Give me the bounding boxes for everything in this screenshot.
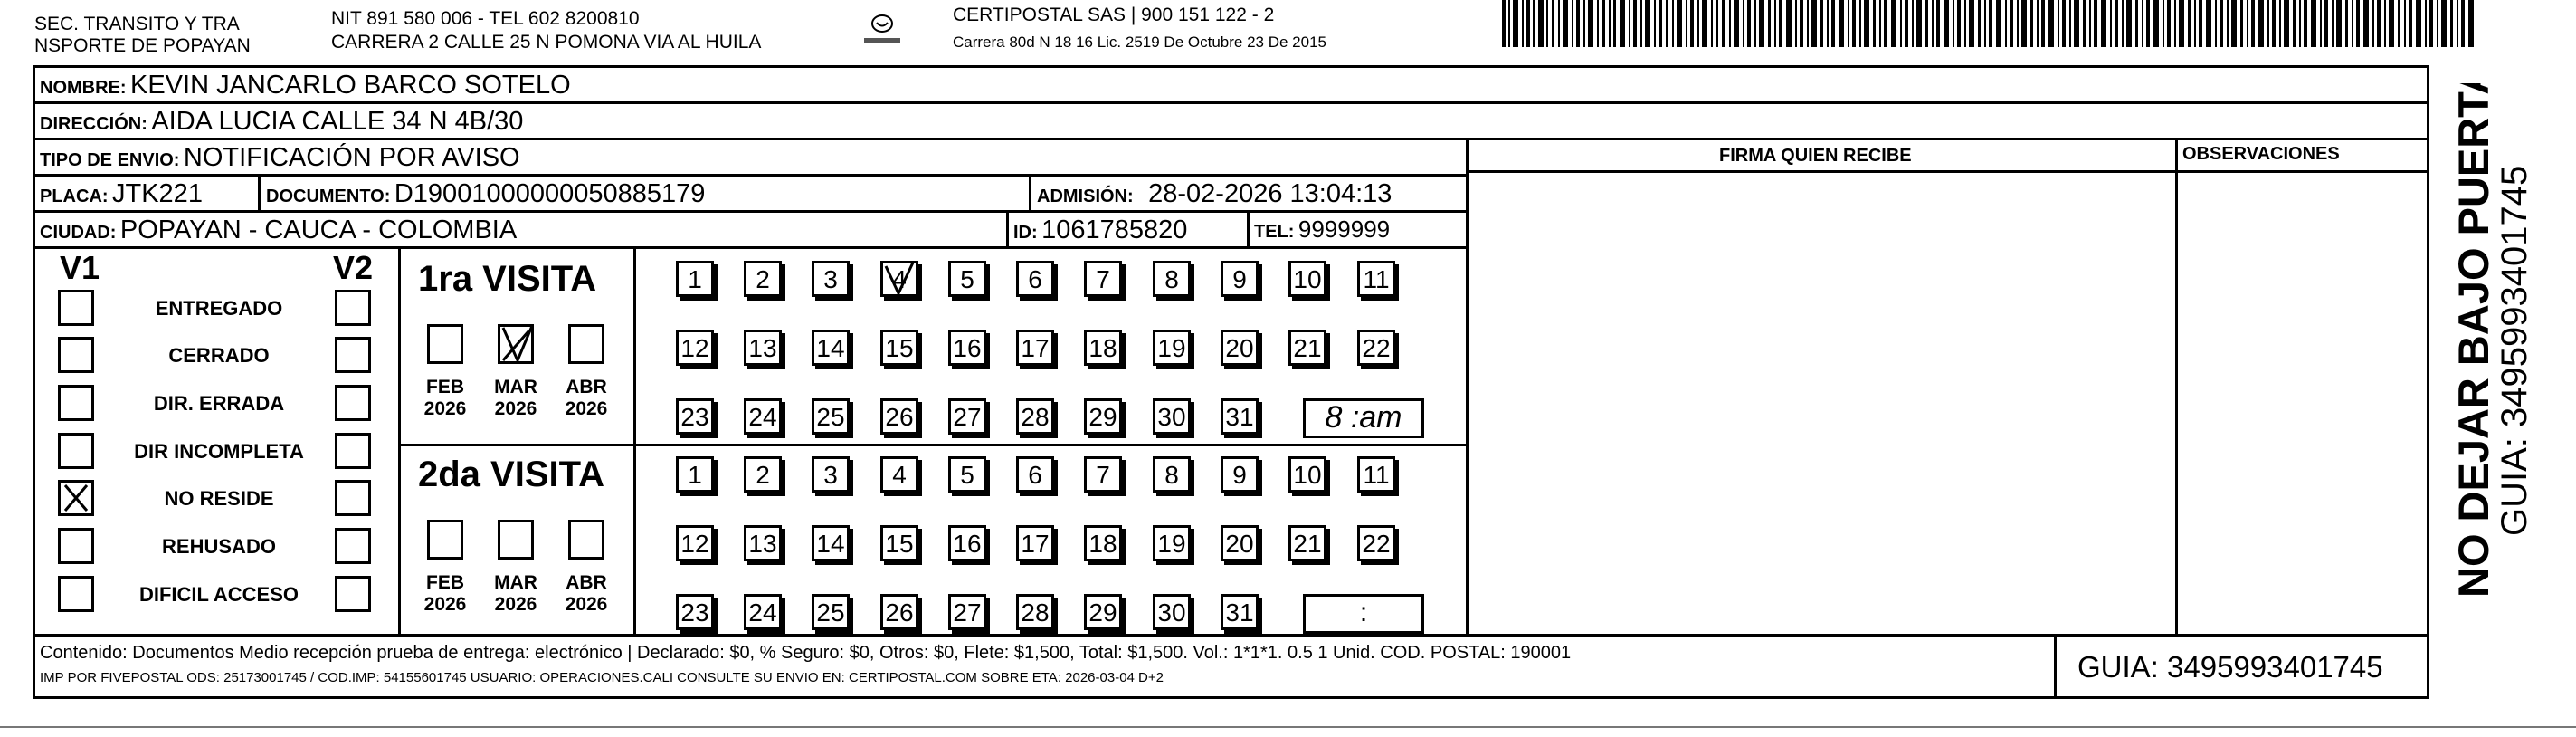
day-box[interactable]: 19 [1153, 330, 1191, 366]
row-divider [1469, 170, 2429, 173]
day-box[interactable]: 8 [1153, 261, 1191, 297]
placa-value: JTK221 [112, 179, 203, 208]
day-box[interactable]: 30 [1153, 398, 1191, 435]
v2-checkbox[interactable] [335, 337, 371, 373]
day-box[interactable]: 3 [812, 456, 850, 493]
day-box[interactable]: 22 [1357, 330, 1395, 366]
day-box[interactable]: 27 [948, 594, 986, 630]
month-name: MAR [494, 377, 537, 397]
col-divider [2054, 634, 2057, 699]
sender-entity-line1: SEC. TRANSITO Y TRA [34, 14, 240, 34]
day-box[interactable]: 17 [1016, 330, 1054, 366]
status-label: ENTREGADO [155, 297, 283, 320]
nombre-label: NOMBRE: [40, 78, 127, 98]
status-label: CERRADO [168, 344, 270, 367]
day-box[interactable]: 14 [812, 525, 850, 561]
v1-checkbox[interactable] [58, 385, 94, 421]
direccion-field [40, 109, 523, 135]
day-box[interactable]: 25 [812, 594, 850, 630]
v1-checkbox[interactable] [58, 290, 94, 326]
v2-checkbox[interactable] [335, 385, 371, 421]
day-box[interactable]: 7 [1084, 261, 1122, 297]
sender-nit: NIT 891 580 006 - TEL 602 8200810 [331, 8, 640, 29]
day-box[interactable]: 18 [1084, 330, 1122, 366]
month-checkbox[interactable] [568, 324, 604, 364]
day-box[interactable]: 16 [948, 330, 986, 366]
direccion-label: DIRECCIÓN: [40, 114, 147, 134]
day-box[interactable]: 19 [1153, 525, 1191, 561]
month-year: 2026 [565, 594, 608, 615]
direccion-value: AIDA LUCIA CALLE 34 N 4B/30 [151, 107, 524, 136]
month-checkbox[interactable] [498, 324, 534, 364]
scan-edge [0, 726, 2576, 728]
time-box[interactable]: 8 :am [1303, 398, 1424, 438]
status-label: DIFICIL ACCESO [138, 583, 299, 606]
day-box[interactable]: 31 [1221, 398, 1259, 435]
day-box[interactable]: 30 [1153, 594, 1191, 630]
sender-address: CARRERA 2 CALLE 25 N POMONA VIA AL HUILA [331, 32, 762, 53]
side-guia-text: GUIA: 3495993401745 [2495, 165, 2534, 536]
day-box[interactable]: 13 [744, 525, 782, 561]
col-divider [1247, 210, 1250, 246]
status-label: NO RESIDE [164, 487, 274, 510]
footer-guia: GUIA: 3495993401745 [2077, 650, 2383, 684]
row-divider [33, 138, 2429, 140]
day-box[interactable]: 15 [880, 525, 918, 561]
month-checkbox[interactable] [427, 520, 463, 560]
firma-label: FIRMA QUIEN RECIBE [1719, 146, 1912, 166]
day-box[interactable]: 17 [1016, 525, 1054, 561]
month-label [559, 572, 613, 616]
day-box[interactable]: 26 [880, 594, 918, 630]
month-year: 2026 [494, 594, 537, 615]
day-box[interactable]: 21 [1288, 330, 1326, 366]
day-box[interactable]: 6 [1016, 456, 1054, 493]
sender-entity-line2: NSPORTE DE POPAYAN [34, 35, 251, 56]
day-box[interactable]: 21 [1288, 525, 1326, 561]
month-name: MAR [494, 572, 537, 593]
day-box[interactable]: 10 [1288, 456, 1326, 493]
day-box[interactable]: 3 [812, 261, 850, 297]
col-divider [398, 246, 401, 634]
day-box[interactable]: 26 [880, 398, 918, 435]
month-name: ABR [566, 377, 607, 397]
admision-field [1037, 181, 1392, 207]
day-box[interactable]: 14 [812, 330, 850, 366]
row-divider [33, 174, 1469, 177]
day-box[interactable]: 31 [1221, 594, 1259, 630]
admision-value: 28-02-2026 13:04:13 [1148, 179, 1393, 208]
company-info: CERTIPOSTAL SAS | 900 151 122 - 2 [953, 5, 1275, 25]
id-value: 1061785820 [1041, 215, 1188, 244]
day-box[interactable]: 15 [880, 330, 918, 366]
footer-imp-line: IMP POR FIVEPOSTAL ODS: 25173001745 / COD.IMP: 54155601745 USUARIO: OPERACIONES.CALI CONSULTE SU ENVIO EN: CERTIPOSTAL.COM SOBRE ETA: 2026-03-04 D+2 [40, 670, 1164, 685]
day-box[interactable]: 28 [1016, 594, 1054, 630]
col-divider [258, 174, 261, 210]
v2-checkbox[interactable] [335, 290, 371, 326]
documento-value: D19001000000050885179 [394, 179, 706, 208]
id-label: ID: [1013, 223, 1038, 243]
barcode-icon [1502, 0, 2479, 47]
tipo-envio-field [40, 145, 520, 171]
month-year: 2026 [494, 398, 537, 419]
month-checkbox[interactable] [568, 520, 604, 560]
month-label [489, 377, 543, 420]
day-box[interactable]: 11 [1357, 261, 1395, 297]
placa-field [40, 181, 203, 207]
day-box[interactable]: 20 [1221, 525, 1259, 561]
month-label [418, 377, 472, 420]
tipo-envio-label: TIPO DE ENVIO: [40, 150, 180, 170]
day-box[interactable]: 12 [676, 330, 714, 366]
documento-label: DOCUMENTO: [266, 187, 391, 206]
month-year: 2026 [565, 398, 608, 419]
v1-checkbox[interactable] [58, 480, 94, 516]
tel-value: 9999999 [1298, 215, 1391, 243]
v1-checkbox[interactable] [58, 433, 94, 469]
v1-label: V1 [60, 249, 100, 286]
month-checkbox[interactable] [498, 520, 534, 560]
day-box[interactable]: 4 [880, 261, 918, 297]
day-box[interactable]: 23 [676, 398, 714, 435]
day-box[interactable]: 1 [676, 456, 714, 493]
day-box[interactable]: 2 [744, 261, 782, 297]
day-box[interactable]: 23 [676, 594, 714, 630]
company-address: Carrera 80d N 18 16 Lic. 2519 De Octubre 23 De 2015 [953, 34, 1326, 51]
v2-checkbox[interactable] [335, 576, 371, 612]
day-box[interactable]: 9 [1221, 261, 1259, 297]
tipo-envio-value: NOTIFICACIÓN POR AVISO [183, 143, 520, 172]
col-divider [633, 246, 636, 634]
day-box[interactable]: 2 [744, 456, 782, 493]
tel-label: TEL: [1254, 222, 1295, 242]
status-label: DIR. ERRADA [153, 392, 285, 415]
ciudad-value: POPAYAN - CAUCA - COLOMBIA [119, 215, 518, 244]
month-name: FEB [426, 572, 464, 593]
day-box[interactable]: 29 [1084, 398, 1122, 435]
v2-checkbox[interactable] [335, 480, 371, 516]
month-year: 2026 [423, 398, 467, 419]
day-box[interactable]: 5 [948, 456, 986, 493]
day-box[interactable]: 25 [812, 398, 850, 435]
day-box[interactable]: 10 [1288, 261, 1326, 297]
day-box[interactable]: 1 [676, 261, 714, 297]
row-divider [33, 210, 1469, 213]
day-box[interactable]: 27 [948, 398, 986, 435]
month-year: 2026 [423, 594, 467, 615]
v1-checkbox[interactable] [58, 528, 94, 564]
footer-contenido: Contenido: Documentos Medio recepción prueba de entrega: electrónico | Declarado: $0, % Seguro: $0, Otros: $0, Flete: $1,500, Total: $1,500. Vol.: 1*1*1. 0.5 1 Unid. COD. POSTAL: 190001 [40, 643, 1572, 663]
admision-label: ADMISIÓN: [1037, 187, 1134, 206]
day-box[interactable]: 20 [1221, 330, 1259, 366]
placa-label: PLACA: [40, 187, 109, 206]
day-box[interactable]: 24 [744, 398, 782, 435]
day-box[interactable]: 8 [1153, 456, 1191, 493]
visit1-title: 1ra VISITA [418, 259, 597, 299]
ciudad-field [40, 217, 517, 244]
status-label: REHUSADO [162, 535, 276, 558]
month-label [418, 572, 472, 616]
day-box[interactable]: 29 [1084, 594, 1122, 630]
day-box[interactable]: 12 [676, 525, 714, 561]
id-field [1013, 217, 1187, 244]
day-box[interactable]: 4 [880, 456, 918, 493]
day-box[interactable]: 7 [1084, 456, 1122, 493]
ciudad-label: CIUDAD: [40, 223, 117, 243]
row-divider [33, 246, 1469, 249]
day-box[interactable]: 11 [1357, 456, 1395, 493]
nombre-field [40, 72, 571, 99]
status-label: DIR INCOMPLETA [134, 440, 304, 463]
tel-field [1254, 217, 1390, 241]
v2-checkbox[interactable] [335, 528, 371, 564]
v2-label: V2 [333, 249, 374, 286]
col-divider [1006, 210, 1009, 246]
documento-field [266, 181, 705, 207]
day-box[interactable]: 24 [744, 594, 782, 630]
row-divider [33, 101, 2429, 104]
col-divider [1466, 138, 1469, 634]
v1-checkbox[interactable] [58, 576, 94, 612]
nombre-value: KEVIN JANCARLO BARCO SOTELO [130, 71, 571, 100]
certipostal-logo [860, 9, 905, 51]
month-checkbox[interactable] [427, 324, 463, 364]
time-box[interactable]: : [1303, 594, 1424, 634]
v2-checkbox[interactable] [335, 433, 371, 469]
day-box[interactable]: 16 [948, 525, 986, 561]
month-label [559, 377, 613, 420]
month-name: FEB [426, 377, 464, 397]
observaciones-label: OBSERVACIONES [2182, 144, 2340, 164]
day-box[interactable]: 9 [1221, 456, 1259, 493]
visit2-title: 2da VISITA [418, 455, 604, 494]
day-box[interactable]: 28 [1016, 398, 1054, 435]
day-box[interactable]: 22 [1357, 525, 1395, 561]
row-divider [398, 444, 1469, 446]
col-divider [1029, 174, 1031, 210]
month-name: ABR [566, 572, 607, 593]
month-label [489, 572, 543, 616]
day-box[interactable]: 13 [744, 330, 782, 366]
day-box[interactable]: 18 [1084, 525, 1122, 561]
v1-checkbox[interactable] [58, 337, 94, 373]
row-divider [33, 634, 2429, 636]
side-no-dejar-text: NO DEJAR BAJO PUERTA [2449, 83, 2497, 598]
side-notice [2443, 83, 2552, 608]
day-box[interactable]: 5 [948, 261, 986, 297]
day-box[interactable]: 6 [1016, 261, 1054, 297]
col-divider [2175, 138, 2178, 634]
